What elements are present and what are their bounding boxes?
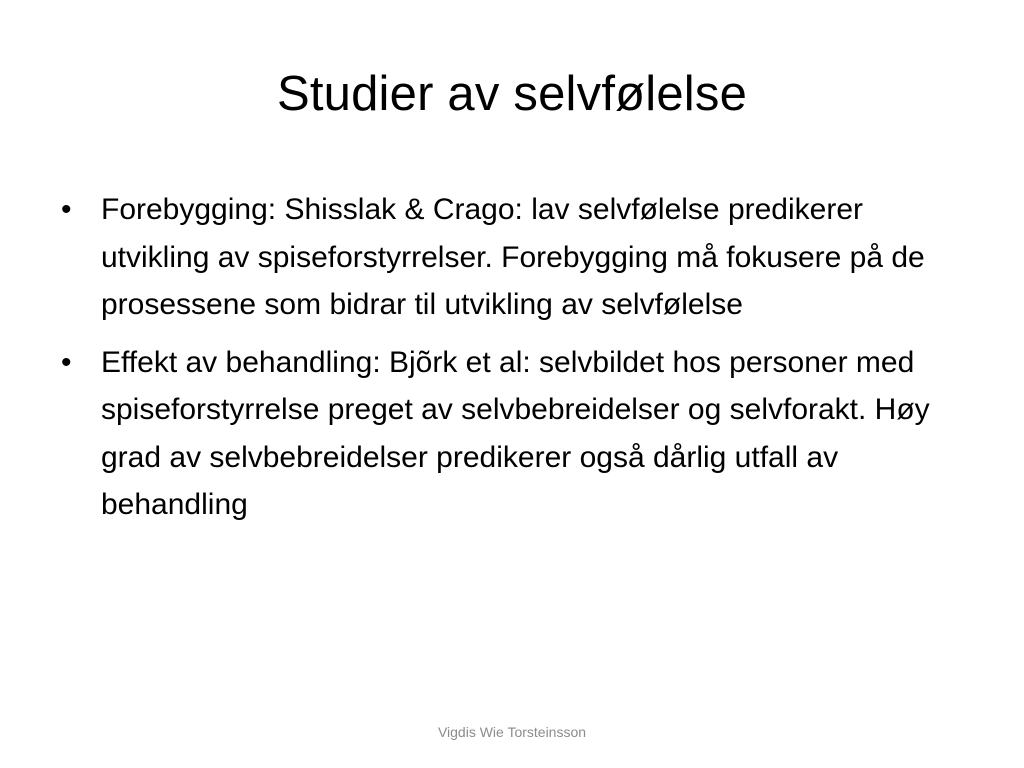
bullet-item-prevention	[54, 186, 974, 329]
bullet-list	[54, 186, 974, 539]
bullet-item-treatment-effect	[54, 339, 974, 529]
bullet-text: Effekt av behandling: Bjõrk et al: selvbildet hos personer med spiseforstyrrelse preget av selvbebreidelser og selvforakt. Høy grad av selvbebreidelser predikerer også dårlig utfall av behandling	[101, 345, 930, 521]
slide-footer-author: Vigdis Wie Torsteinsson	[437, 724, 587, 740]
bullet-text: Forebygging: Shisslak & Crago: lav selvfølelse predikerer utvikling av spiseforstyrrelser. Forebygging må fokusere på de prosessene som bidrar til utvikling av selvfølelse	[101, 193, 925, 321]
bullet-marker: •	[61, 345, 72, 379]
slide-title: Studier av selvfølelse	[276, 67, 748, 121]
bullet-marker: •	[61, 193, 72, 226]
